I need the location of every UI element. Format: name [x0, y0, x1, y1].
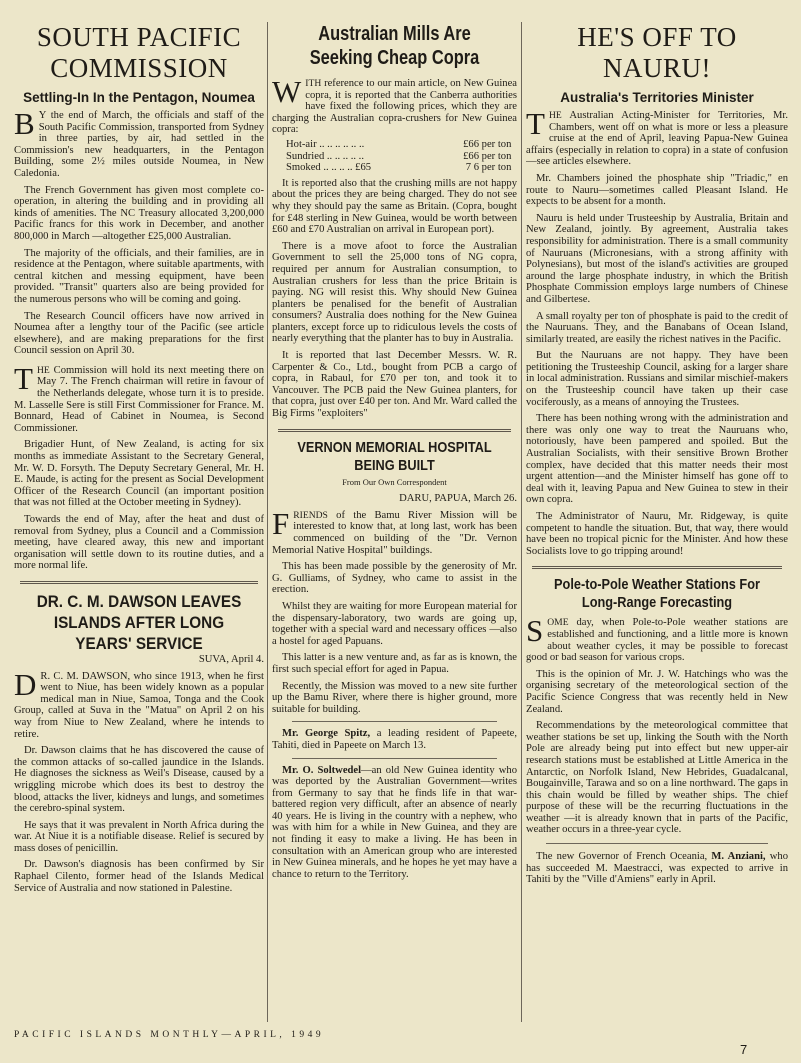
article-paragraph: WITH reference to our main article, on New Guinea copra, it is reported that the Canberra authorities have fixed the following prices, which they are charging the Australian copra-crushers for New Guinea copra: [272, 74, 517, 136]
headline-off-to-nauru: HE'S OFF TO NAURU! [577, 22, 737, 83]
section-divider [532, 566, 782, 569]
table-row: Sundried .. .. .. .. .. £66 per ton [286, 150, 512, 162]
article-paragraph: The new Governor of French Oceania, M. Anziani, who has succeeded M. Maestracci, was expected to arrive in Tahiti by the "Ville d'Amiens" early in April. [526, 851, 788, 886]
headline-australian-mills: Australian Mills Are Seeking Cheap Copra [309, 23, 480, 69]
article-paragraph: Mr. Chambers joined the phosphate ship "Triadic," en route to Nauru—sometimes called Pleasant Island. He expects to be absent for a month. [526, 172, 788, 208]
article-paragraph: The majority of the officials, and their families, are in residence at the Pentagon, where suitable apartments, with central kitchen and messing equipment, have been provided. "Transit" quarters also are being provided for the numerous persons who will be coming and going. [14, 247, 264, 305]
masthead-footer: PACIFIC ISLANDS MONTHLY—APRIL, 1949 [14, 1030, 325, 1040]
article-paragraph: But the Nauruans are not happy. They have been petitioning the Trusteeship Council, asking for a larger share in local administration. Russians and similar mischief-makers on the Trusteeship council have taken up their case vociferously, as a means of annoying the Trustees. [526, 350, 788, 408]
dateline: DARU, PAPUA, March 26. [399, 493, 517, 505]
drop-cap: T [14, 360, 33, 396]
byline: From Our Own Correspondent [342, 476, 447, 487]
article-paragraph: Towards the end of May, after the heat and dust of removal from Sydney, plus a Council and a Commission meeting, have cleared away, this new and important organisation will settle down to its routine duties, and a more normal life. [14, 514, 264, 572]
article-paragraph: This latter is a new venture and, as far as is known, the first such special effort for aged in Papua. [272, 652, 517, 675]
article-paragraph: Brigadier Hunt, of New Zealand, is acting for six months as immediate Assistant to the Secretary General, Mr. W. D. Forsyth. The Deputy Secretary General, Mr. H. E. Maude, is acting for the present as Social Development Officer of the Research Council (an important position that was not filled at the October meeting in Sydney). [14, 439, 264, 509]
subheadline-territories-minister: Australia's Territories Minister [560, 90, 754, 105]
article-paragraph: It is reported that last December Messrs. W. R. Carpenter & Co., Ltd., bought from PCB a cargo of copra, in Rabaul, for £70 per ton, and took it to Vancouver. The PCB paid the New Guinea planters, for that copra, just over £40 per ton. And Mr. Ward called the Big Firms "exploiters" [272, 350, 517, 420]
section-divider [278, 429, 511, 432]
headline-dawson-leaves: DR. C. M. DAWSON LEAVES ISLANDS AFTER LONG YEARS' SERVICE [36, 591, 242, 653]
article-paragraph: It is reported also that the crushing mills are not happy about the prices they are being charged. They do not see why they should pay the same as Britain. (Copra, bought for £48 sterling in New Guinea, would be worth between £60 and £70 Australian on arrival in European port). [272, 177, 517, 236]
dateline: SUVA, April 4. [198, 653, 264, 665]
column-divider [521, 22, 522, 1022]
column-right [526, 22, 788, 1027]
drop-cap: T [526, 106, 545, 141]
headline-south-pacific-commission: SOUTH PACIFIC COMMISSION [36, 22, 242, 83]
table-row: Hot-air .. .. .. .. .. .. £66 per ton [286, 138, 512, 150]
article-paragraph: He says that it was prevalent in North Africa during the war. At Niue it is a notifiable disease. Relief is secured by mass doses of penicillin. [14, 819, 264, 854]
section-divider [546, 843, 768, 844]
article-paragraph: Mr. George Spitz, a leading resident of Papeete, Tahiti, died in Papeete on March 13. [272, 728, 517, 751]
article-paragraph: The French Government has given most complete co-operation, in altering the building and in providing all kinds of amenities. The NC Treasury allocated 3,200,000 Pacific francs for this work in December, and another 800,000 in March —altogether £25,000 Australian. [14, 184, 264, 242]
section-divider [20, 581, 258, 584]
article-paragraph: FRIENDS of the Bamu River Mission will be interested to know that, at long last, work has been commenced on building of the "Dr. Vernon Memorial Native Hospital" buildings. [272, 505, 517, 556]
article-paragraph: The Administrator of Nauru, Mr. Ridgeway, is quite competent to handle the situation. But, that way, there would have been no tropical picnic for the Minister. And how these Socialists love to go tripping around! [526, 511, 788, 557]
article-paragraph: Dr. Dawson claims that he has discovered the cause of the common attacks of so-called jaundice in the Islands. He diagnoses the sickness as Weil's Disease, caused by a wriggling microbe which does its best to destroy the blood, attacks the liver, kidneys and lungs, and sometimes the cerebro-spinal system. [14, 745, 264, 815]
article-paragraph: Dr. Dawson's diagnosis has been confirmed by Sir Raphael Cilento, former head of the Islands Medical Service of Australia and now stationed in Palestine. [14, 859, 264, 894]
article-paragraph: Recently, the Mission was moved to a new site further up the Bamu River, where there is higher ground, more suitable for building. [272, 680, 517, 715]
drop-cap: F [272, 505, 290, 541]
headline-vernon-hospital: VERNON MEMORIAL HOSPITAL BEING BUILT [297, 438, 492, 474]
column-left [14, 22, 264, 1027]
page-number: 7 [740, 1042, 748, 1057]
headline-pole-to-pole-weather: Pole-to-Pole Weather Stations For Long-Range Forecasting [554, 576, 760, 612]
article-paragraph: There has been nothing wrong with the administration and there was only one way to treat the Nauruans who, notoriously, have been pampered and spoiled. But the Australian Socialists, with their sensitive Brown Brother complex, have decided that this matter needs their most urgent attention—and the Minister himself has gone off to deal with it, leaving Papua and New Guinea to stew in their own copra. [526, 413, 788, 506]
article-paragraph: Nauru is held under Trusteeship by Australia, Britain and New Zealand, jointly. By agreement, Australia takes responsibility for administration. There is a small community of Nauruans (Micronesians, with a strong affinity with Polynesians), but most of the island's activities are grouped around the large phosphate industry, in which the British Phosphate Commission employs large numbers of Chinese and Gilbertese. [526, 212, 788, 305]
column-middle [272, 22, 517, 1027]
article-paragraph: There is a move afoot to force the Australian Government to sell the 25,000 tons of NG copra, required per annum for Australian consumption, to Australian crushers for less than the price Britain is paying. NG will resist this. Why should New Guinea planters be penalised for the benefit of Australian consumers? Australia does nothing for the New Guinea planters, except force up to ridiculous levels the costs of nearly everything that the planter has to buy in Australia. [272, 240, 517, 345]
drop-cap: B [14, 106, 35, 141]
section-divider [292, 721, 497, 722]
article-paragraph: THE Australian Acting-Minister for Territories, Mr. Chambers, went off on what is more or less a pleasure cruise at the end of April, leaving Papua-New Guinea affairs (especially in relation to copra) in a state of confusion—see articles elsewhere. [526, 106, 788, 168]
table-row: Smoked .. .. .. .. £65 7 6 per ton [286, 162, 512, 174]
article-paragraph: Mr. O. Soltwedel—an old New Guinea identity who was deported by the Australian Government—writes from Germany to say that he finds life in that war-battered region very difficult, after an absence of nearly 40 years. He is living in the country with a nephew, who was with him for a while in New Guinea, and they are not finding it easy to make a living. He has been in consultation with an American group who are interested in New Guinea minerals, and he hopes he yet may have a chance to return to the Territory. [272, 764, 517, 880]
article-paragraph: This is the opinion of Mr. J. W. Hatchings who was the organising secretary of the meteorological section of the Pacific Science Congress that was recently held in New Zealand. [526, 668, 788, 715]
column-divider [267, 22, 268, 1022]
drop-cap: D [14, 666, 37, 702]
subheadline-settling-in: Settling-In In the Pentagon, Noumea [23, 90, 255, 105]
copra-price-table [286, 139, 511, 174]
article-paragraph: B Y the end of March, the officials and staff of the South Pacific Commission, transported from Sydney in three parties, by air, had settled in the Commission's new headquarters, in the Pentagon Building, some 2½ miles outside Noumea, in New Caledonia. [14, 106, 264, 179]
article-paragraph: Whilst they are waiting for more European material for the dispensary-laboratory, two wards are going up, together with a special ward and necessary offices —also a hostel for aged Papuans. [272, 600, 517, 647]
article-paragraph: D R. C. M. DAWSON, who since 1913, when he first went to Niue, has been widely known as a popular medical man in Niue, Samoa, Tonga and the Cook Group, called at Suva in the "Matua" on April 2 on his way from Niue to New Zealand, where he intends to retire. [14, 666, 264, 740]
drop-cap: W [272, 74, 302, 109]
article-paragraph: SOME day, when Pole-to-Pole weather stations are established and functioning, and a little more is known about weather cycles, it may be possible to forecast good or bad season for various crops. [526, 613, 788, 664]
drop-cap: S [526, 613, 544, 649]
article-paragraph: The Research Council officers have now arrived in Noumea after a lengthy tour of the Pacific (see article elsewhere), and are making preparations for the first Council session on April 30. [14, 310, 264, 357]
section-divider [292, 758, 497, 759]
article-paragraph: Recommendations by the meteorological committee that weather stations be set up, linking the South with the North Pole are already being put into effect but new upper-air research stations must be established at Little America in the Antarctic, on Norfolk Island, New Hebrides, Guadalcanal, Bougainville, Tarawa and so on a line northward. The gaps in this chain would be filled by weather ships. The chief purpose of these will be the recurring fluctuations in the weather —it is already known that in parts of the Pacific, weather occurs in a three-year cycle. [526, 720, 788, 836]
article-paragraph: A small royalty per ton of phosphate is paid to the credit of the Nauruans. They, and the Banabans of Ocean Island, similarly treated, are easily the richest natives in the Pacific. [526, 310, 788, 345]
article-paragraph: This has been made possible by the generosity of Mr. G. Gulliams, of Sydney, who came to assist in the erection. [272, 561, 517, 596]
article-paragraph: THE Commission will hold its next meeting there on May 7. The French chairman will retire in favour of the Netherlands delegate, whose turn it is to preside. M. Lasselle Sere is still First Commissioner for France. M. Bonnard, Head of Cabinet in Noumea, is Second Commissioner. [14, 360, 264, 434]
